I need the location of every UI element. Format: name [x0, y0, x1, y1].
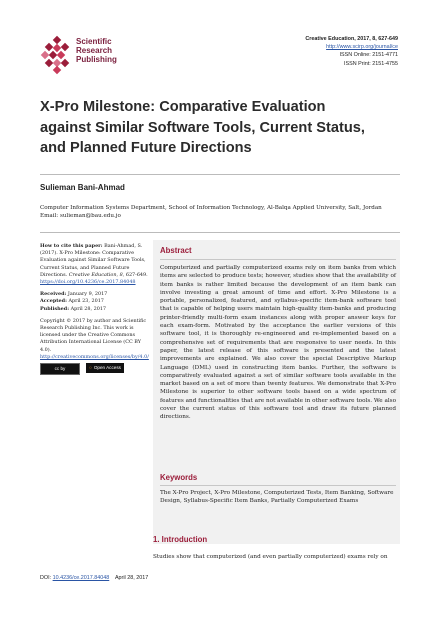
publisher-name-line-1: Scientific	[76, 37, 112, 46]
footer-date: April 28, 2017	[114, 575, 149, 581]
footer-doi-label: DOI:	[40, 575, 52, 581]
divider	[160, 259, 396, 260]
cite-doi-link[interactable]: https://doi.org/10.4236/ce.2017.84048	[40, 279, 136, 286]
author-email: Email: sulieman@bau.edu.jo	[40, 213, 121, 219]
issn-online: ISSN Online: 2151-4771	[339, 52, 398, 59]
divider	[40, 232, 400, 233]
journal-url-link[interactable]: http://www.scirp.org/journal/ce	[326, 44, 398, 51]
introduction-text: Studies show that computerized (and even partially computerized) exams rely on	[153, 554, 388, 560]
introduction-heading: 1. Introduction	[153, 535, 208, 544]
cc-by-label: cc by	[54, 366, 66, 372]
copyright-block	[40, 318, 150, 361]
keywords-text: The X-Pro Project, X-Pro Milestone, Computerized Tests, Item Banking, Software Design, Syllabus-Specific Item Banks, Partially Computerized Exams	[160, 490, 394, 505]
publisher-name-line-3: Publishing	[76, 55, 117, 64]
copyright-text: Copyright © 2017 by author and Scientific Research Publishing Inc. This work is licensed under the Creative Commons Attribution International License (CC BY 4.0).	[40, 317, 147, 353]
accepted-label: Accepted:	[40, 298, 67, 305]
open-access-label: Open Access	[93, 365, 121, 371]
publisher-logo-icon	[40, 35, 80, 75]
cite-pages: 627-649.	[125, 271, 148, 278]
author-name: Sulieman Bani-Ahmad	[40, 183, 125, 192]
license-link[interactable]: http://creativecommons.org/licenses/by/4.0/	[40, 353, 149, 360]
cc-by-badge[interactable]	[40, 363, 80, 375]
dates-block	[40, 291, 150, 313]
paper-title-line-2: against Similar Software Tools, Current Status,	[40, 119, 365, 136]
author-affiliation: Computer Information Systems Department, School of Information Technology, Al-Balqa Applied University, Salt, Jordan	[40, 205, 382, 211]
license-badges	[40, 363, 150, 375]
keywords-heading: Keywords	[160, 473, 198, 482]
journal-header	[305, 35, 398, 68]
cite-label: How to cite this paper:	[40, 243, 103, 249]
published-label: Published:	[40, 305, 70, 312]
paper-title	[40, 97, 380, 159]
paper-title-line-1: X-Pro Milestone: Comparative Evaluation	[40, 99, 326, 115]
received-date: January 9, 2017	[67, 291, 108, 298]
cite-text: Bani-Ahmad, S. (2017). X-Pro Milestone: Comparative Evaluation against Similar Software Tools, Current Status, and Planned Future Directions.	[40, 243, 146, 278]
publisher-name-line-2: Research	[76, 46, 113, 55]
cite-journal: Creative Education, 8,	[68, 271, 125, 278]
footer-doi-link[interactable]: 10.4236/ce.2017.84048	[52, 575, 110, 581]
divider	[160, 485, 396, 486]
publisher-name	[76, 37, 117, 64]
received-label: Received:	[40, 291, 67, 298]
divider	[40, 174, 400, 175]
abstract-text: Computerized and partially computerized exams rely on item banks from which items are selected to produce tests; however, studies show that the availability of item banks is rather limited because the development of an item bank can involve investing a great amount of time and effort. X-Pro Milestone is a portable, personalized, featured, and syllabus-specific item-bank software tool that is capable of helping users maintain high-quality item-banks and producing printer-friendly multi-form exam instances along with proper answer keys for each exam-form. Motivated by the acceptance the earlier versions of this software tool, it is thoroughly re-engineered and re-implemented based on a comprehensive set of requirements that are responsive to user needs. In this paper, the latest release of this software is presented and the latest improvements are explained. We also cover the special Descriptive Markup Language (DML) used in constructing item banks. Further, the software is comparatively evaluated against a set of similar software tools available in the market based on a set of more than twenty features. We demonstrate that X-Pro Milestone is superior to other software tools based on a wide spectrum of features and functionalities that are not available in other software tools. We also cover the current status of this software tool and draw its future planned directions.	[160, 265, 396, 421]
open-access-lock-icon: ○	[89, 365, 92, 371]
page-footer	[40, 575, 148, 581]
open-access-badge	[86, 363, 124, 373]
citation-block	[40, 243, 150, 286]
journal-citation: Creative Education, 2017, 8, 627-649	[305, 36, 398, 42]
issn-print: ISSN Print: 2151-4755	[344, 60, 398, 67]
paper-title-line-3: and Planned Future Directions	[40, 140, 252, 156]
published-date: April 28, 2017	[70, 305, 107, 312]
article-info-sidebar	[40, 243, 150, 375]
accepted-date: April 23, 2017	[68, 298, 104, 305]
abstract-heading: Abstract	[160, 246, 192, 255]
